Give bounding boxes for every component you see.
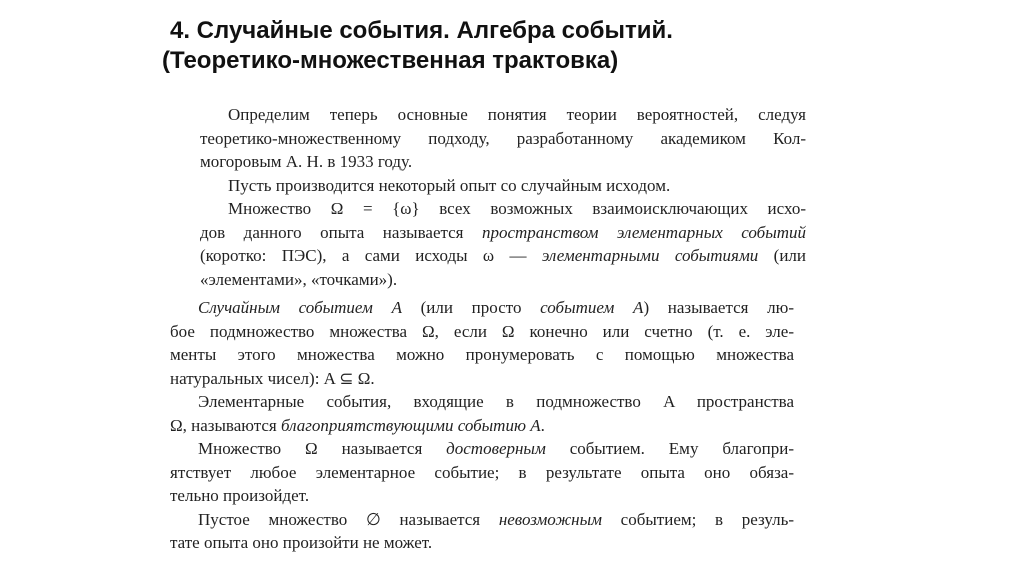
text-line: бое подмножество множества Ω, если Ω конечно или счетно (т. е. эле- <box>170 321 794 341</box>
text-line: тате опыта оно произойти не может. <box>170 533 433 552</box>
text-line: Элементарные события, входящие в подмножество A пространства <box>198 392 794 411</box>
title-line-2: (Теоретико-множественная трактовка) <box>162 47 619 74</box>
text-line: ятствует любое элементарное событие; в результате опыта оно обяза- <box>170 462 794 482</box>
text-line: теоретико-множественному подходу, разработанному академиком Кол- <box>200 128 806 148</box>
intro-paragraph-2 <box>200 174 806 198</box>
intro-paragraph-1 <box>200 103 806 174</box>
title-line-1: 4. Случайные события. Алгебра событий. <box>170 17 673 44</box>
definition-certain <box>170 437 794 508</box>
text-line: Случайным событием A (или просто событием A) называется лю- <box>198 298 794 317</box>
text-line: Пустое множество ∅ называется невозможным событием; в резуль- <box>198 509 794 529</box>
text-line: «элементами», «точками»). <box>200 269 398 289</box>
text-line: менты этого множества можно пронумеровать с помощью множества <box>170 345 794 364</box>
text-line: дов данного опыта называется пространством элементарных событий <box>200 222 806 242</box>
text-line: Определим теперь основные понятия теории вероятностей, следуя <box>228 105 806 124</box>
text-line: тельно произойдет. <box>170 486 310 505</box>
text-line: Ω, называются благоприятствующими событию A. <box>170 415 545 435</box>
term-sample-space: пространством элементарных событий <box>481 222 806 242</box>
text-line: могоровым А. Н. в 1933 году. <box>200 152 413 171</box>
text-line: натуральных чисел): A ⊆ Ω. <box>170 368 375 388</box>
slide-title <box>162 16 930 76</box>
definition-favorable <box>170 390 794 437</box>
definitions-text <box>170 296 794 555</box>
text-line: Множество Ω называется достоверным событием. Ему благопри- <box>198 439 794 458</box>
text-line: Пусть производится некоторый опыт со случайным исходом. <box>228 175 671 195</box>
term-elementary-events: элементарными событиями <box>541 246 759 265</box>
text-line: (коротко: ПЭС), а сами исходы ω — элементарными событиями (или <box>200 246 807 265</box>
text-line: Множество Ω = {ω} всех возможных взаимоисключающих исхо- <box>228 199 806 218</box>
definition-impossible <box>170 508 794 555</box>
intro-paragraph-3 <box>200 197 806 291</box>
intro-text <box>200 103 806 291</box>
definition-random-event <box>170 296 794 390</box>
